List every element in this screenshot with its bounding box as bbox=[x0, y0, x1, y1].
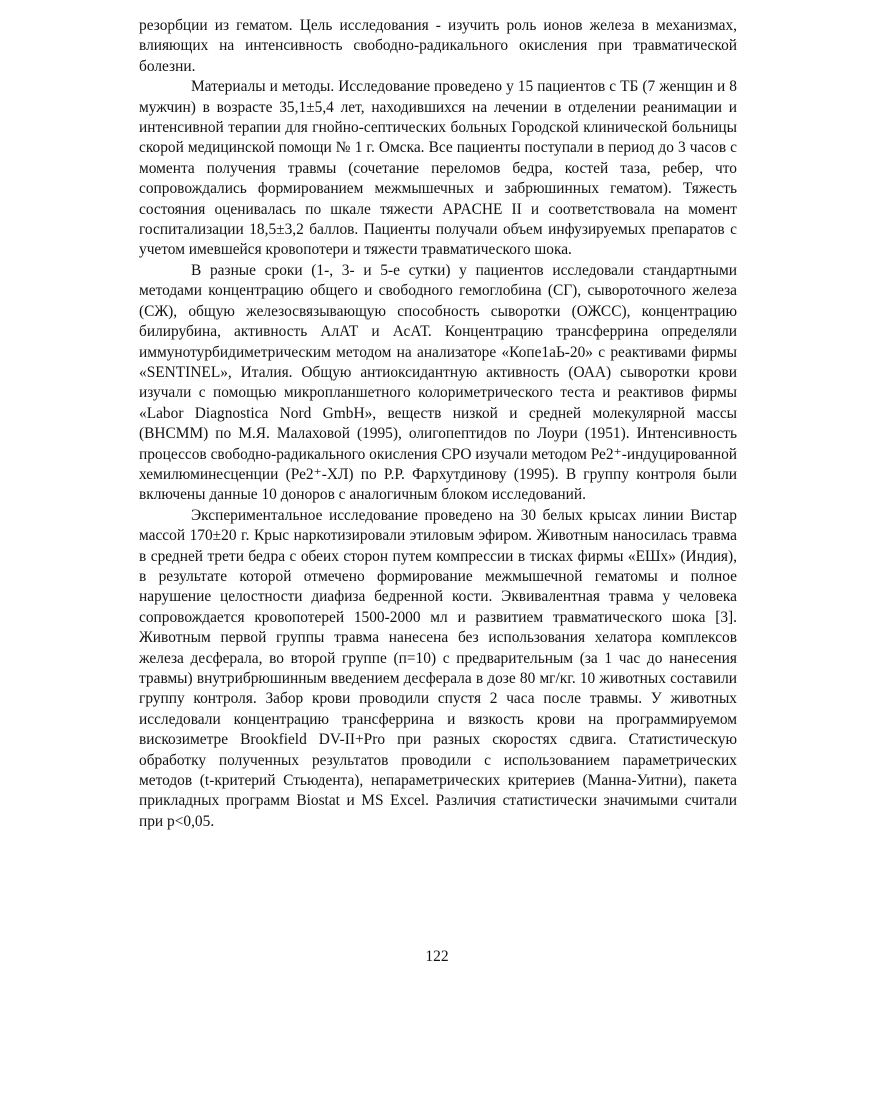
body-text bbox=[139, 16, 737, 832]
paragraph-experimental-study: Экспериментальное исследование проведено на 30 белых крысах линии Вистар массой 170±20 г. Крыс наркотизировали этиловым эфиром. Животным наносилась травма в средней трети бедра с обеих сторон путем компрессии в тисках фирмы «ЕШх» (Индия), в результате которой отмечено формирование межмышечной гематомы и полное нарушение целостности диафиза бедренной кости. Эквивалентная травма у человека сопровождается кровопотерей 1500-2000 мл и развитием травматического шока [3]. Животным первой группы травма нанесена без использования хелатора комплексов железа десферала, во второй группе (п=10) с предварительным (за 1 час до нанесения травмы) внутрибрюшинным введением десферала в дозе 80 мг/кг. 10 животных составили группу контроля. Забор крови проводили спустя 2 часа после травмы. У животных исследовали концентрацию трансферрина и вязкость крови на программируемом вискозиметре Brookfield DV-II+Pro при разных скоростях сдвига. Статистическую обработку полученных результатов проводили с использованием параметрических методов (t-критерий Стьюдента), непараметрических критериев (Манна-Уитни), пакета прикладных программ Biostat и MS Excel. Различия статистически значимыми считали при p<0,05. bbox=[139, 506, 737, 830]
paragraph-laboratory-methods: В разные сроки (1-, 3- и 5-е сутки) у пациентов исследовали стандартными методами концентрацию общего и свободного гемоглобина (СГ), сывороточного железа (СЖ), общую железосвязывающую способность сыворотки (ОЖСС), концентрацию билирубина, активность АлАТ и АсАТ. Концентрацию трансферрина определяли иммунотурбидиметрическим методом на анализаторе «Копе1аЬ-20» с реактивами фирмы «SENTINEL», Италия. Общую антиоксидантную активность (ОАА) сыворотки крови изучали с помощью микропланшетного колориметрического теста и реактивов фирмы «Labor Diagnostica Nord GmbH», веществ низкой и средней молекулярной массы (ВНСММ) по М.Я. Малаховой (1995), олигопептидов по Лоури (1951). Интенсивность процессов свободно-радикального окисления СРО изучали методом Ре2⁺-индуцированной хемилюминесценции (Ре2⁺-ХЛ) по Р.Р. Фархутдинову (1995). В группу контроля были включены данные 10 доноров с аналогичным блоком исследований. bbox=[139, 261, 737, 504]
paragraph-intro-continuation: резорбции из гематом. Цель исследования - изучить роль ионов железа в механизмах, влияющих на интенсивность свободно-радикального окисления при травматической болезни. bbox=[139, 17, 737, 75]
page-number: 122 bbox=[425, 948, 449, 965]
paragraph-materials-methods: Материалы и методы. Исследование проведено у 15 пациентов с ТБ (7 женщин и 8 мужчин) в возрасте 35,1±5,4 лет, находившихся на лечении в отделении реанимации и интенсивной терапии для гнойно-септических больных Городской клинической больницы скорой медицинской помощи № 1 г. Омска. Все пациенты поступали в период до 3 часов с момента получения травмы (сочетание переломов бедра, костей таза, ребер, что сопровождались формированием межмышечных и забрюшинных гематом). Тяжесть состояния оценивалась по шкале тяжести APACHE II и соответствовала на момент госпитализации 18,5±3,2 баллов. Пациенты получали объем инфузируемых препаратов с учетом имевшейся кровопотери и тяжести травматического шока. bbox=[139, 78, 737, 259]
